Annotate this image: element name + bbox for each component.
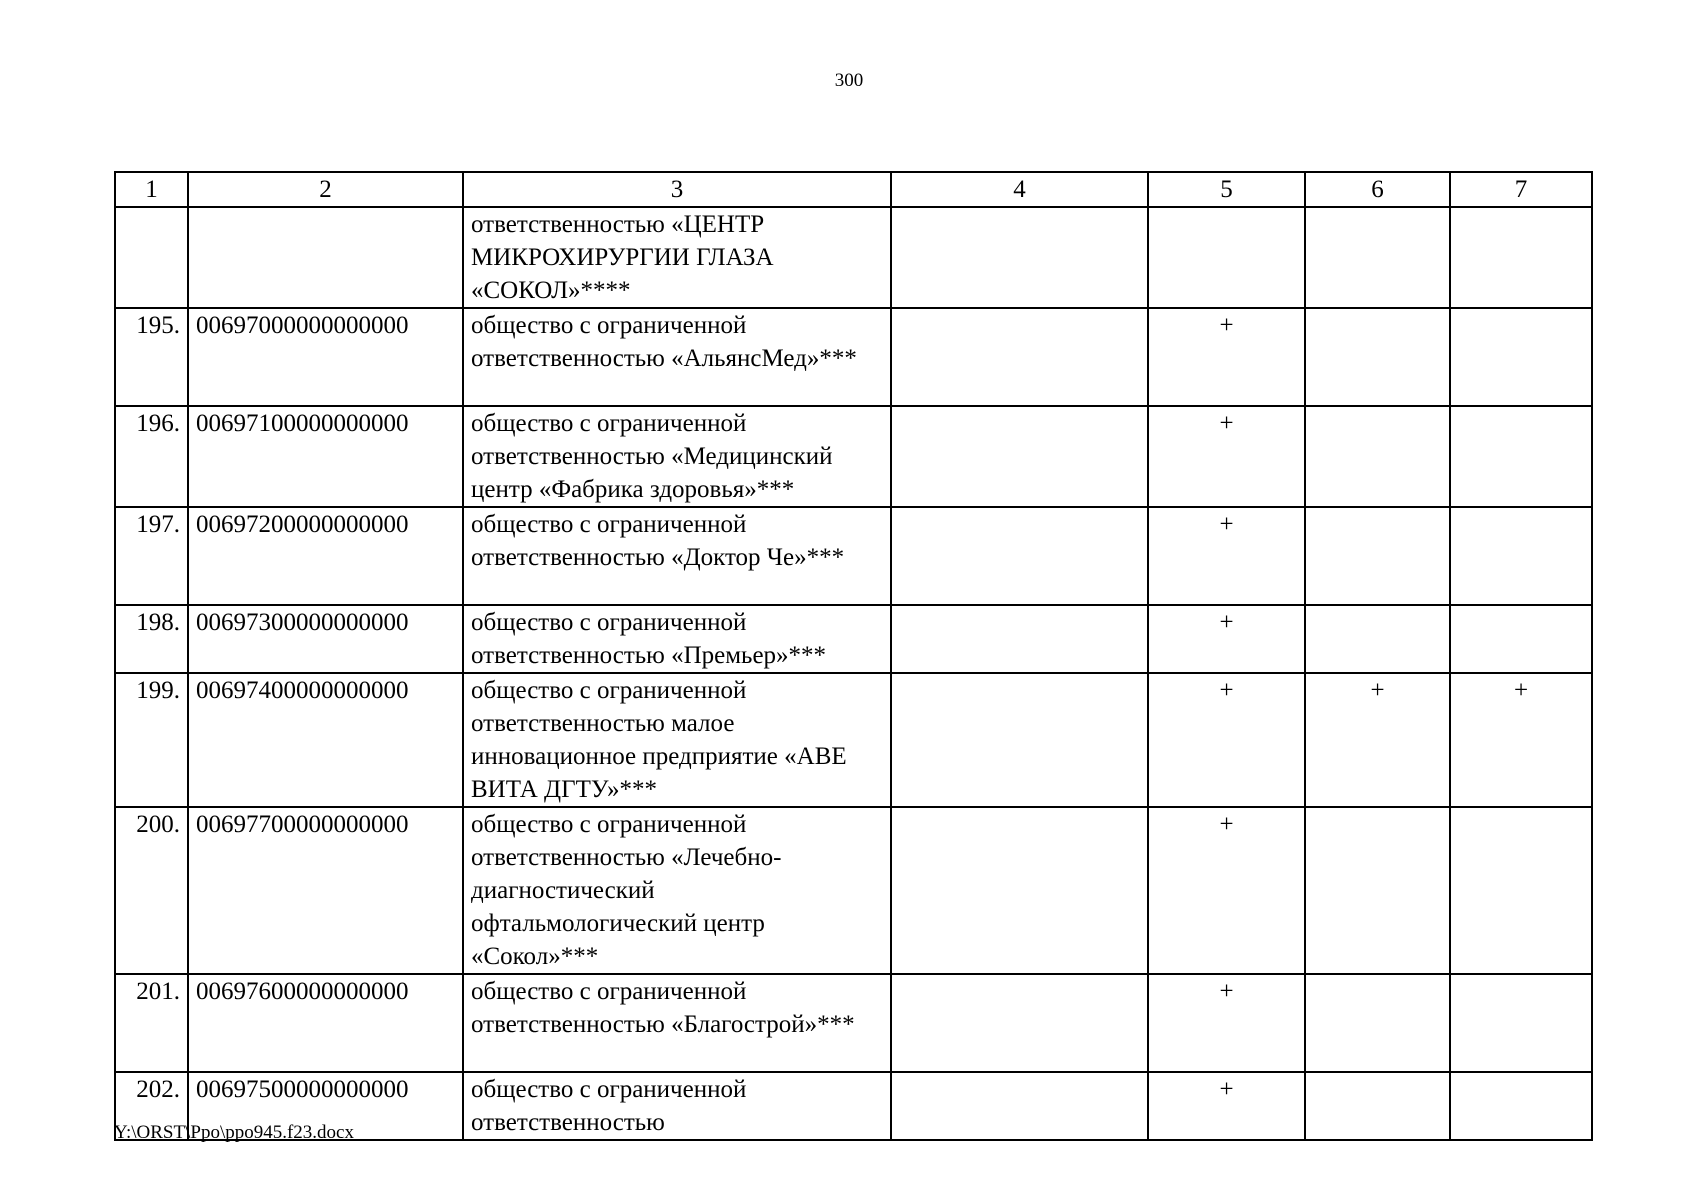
row-col5: + — [1148, 605, 1305, 673]
row-col5: + — [1148, 974, 1305, 1072]
row-name: общество с ограниченной ответственностью «Премьер»*** — [463, 605, 891, 673]
row-col7 — [1450, 507, 1592, 605]
row-number: 202. — [115, 1072, 188, 1140]
row-col6 — [1305, 807, 1450, 974]
row-col6 — [1305, 974, 1450, 1072]
column-header: 4 — [891, 172, 1148, 207]
table-header-row — [115, 172, 1592, 207]
row-col7 — [1450, 207, 1592, 308]
row-col6 — [1305, 605, 1450, 673]
row-col4 — [891, 1072, 1148, 1140]
row-col6 — [1305, 308, 1450, 406]
row-name: ответственностью «ЦЕНТР МИКРОХИРУРГИИ ГЛАЗА «СОКОЛ»**** — [463, 207, 891, 308]
row-col7 — [1450, 308, 1592, 406]
row-col7 — [1450, 807, 1592, 974]
table-row — [115, 605, 1592, 673]
row-col4 — [891, 308, 1148, 406]
row-col5: + — [1148, 308, 1305, 406]
table-row — [115, 406, 1592, 507]
column-header: 5 — [1148, 172, 1305, 207]
column-header: 7 — [1450, 172, 1592, 207]
row-code: 00697100000000000 — [188, 406, 463, 507]
row-number: 199. — [115, 673, 188, 807]
row-col5: + — [1148, 406, 1305, 507]
row-name: общество с ограниченной ответственностью «Лечебно-диагностический офтальмологический центр «Сокол»*** — [463, 807, 891, 974]
row-col5: + — [1148, 507, 1305, 605]
row-col6: + — [1305, 673, 1450, 807]
row-col4 — [891, 605, 1148, 673]
row-code: 00697500000000000 — [188, 1072, 463, 1140]
column-header: 1 — [115, 172, 188, 207]
table-row — [115, 308, 1592, 406]
row-col7 — [1450, 406, 1592, 507]
row-col4 — [891, 974, 1148, 1072]
row-col4 — [891, 207, 1148, 308]
row-number: 195. — [115, 308, 188, 406]
row-code: 00697600000000000 — [188, 974, 463, 1072]
row-code: 00697300000000000 — [188, 605, 463, 673]
row-name: общество с ограниченной ответственностью малое инновационное предприятие «АВЕ ВИТА ДГТУ»*** — [463, 673, 891, 807]
column-header: 2 — [188, 172, 463, 207]
table-row — [115, 974, 1592, 1072]
row-col4 — [891, 807, 1148, 974]
row-number — [115, 207, 188, 308]
row-name: общество с ограниченной ответственностью «Благострой»*** — [463, 974, 891, 1072]
footer-file-path: Y:\ORST\Ppo\ppo945.f23.docx — [114, 1122, 354, 1143]
row-number: 201. — [115, 974, 188, 1072]
row-number: 196. — [115, 406, 188, 507]
table-row — [115, 207, 1592, 308]
row-code: 00697200000000000 — [188, 507, 463, 605]
row-col5: + — [1148, 673, 1305, 807]
row-number: 200. — [115, 807, 188, 974]
row-col6 — [1305, 1072, 1450, 1140]
row-col4 — [891, 673, 1148, 807]
row-col6 — [1305, 207, 1450, 308]
row-name: общество с ограниченной ответственностью — [463, 1072, 891, 1140]
row-col7: + — [1450, 673, 1592, 807]
document-table — [114, 171, 1593, 1141]
row-col5 — [1148, 207, 1305, 308]
row-col7 — [1450, 1072, 1592, 1140]
row-name: общество с ограниченной ответственностью «Медицинский центр «Фабрика здоровья»*** — [463, 406, 891, 507]
row-col5: + — [1148, 1072, 1305, 1140]
table-row — [115, 673, 1592, 807]
page-number: 300 — [834, 70, 864, 91]
row-name: общество с ограниченной ответственностью «Доктор Че»*** — [463, 507, 891, 605]
row-code: 00697400000000000 — [188, 673, 463, 807]
row-number: 197. — [115, 507, 188, 605]
table-row — [115, 507, 1592, 605]
row-col4 — [891, 406, 1148, 507]
table-row — [115, 807, 1592, 974]
column-header: 6 — [1305, 172, 1450, 207]
row-col7 — [1450, 605, 1592, 673]
row-code: 00697000000000000 — [188, 308, 463, 406]
row-col4 — [891, 507, 1148, 605]
row-number: 198. — [115, 605, 188, 673]
row-col7 — [1450, 974, 1592, 1072]
row-col5: + — [1148, 807, 1305, 974]
row-code: 00697700000000000 — [188, 807, 463, 974]
row-name: общество с ограниченной ответственностью «АльянсМед»*** — [463, 308, 891, 406]
column-header: 3 — [463, 172, 891, 207]
row-code — [188, 207, 463, 308]
row-col6 — [1305, 406, 1450, 507]
row-col6 — [1305, 507, 1450, 605]
